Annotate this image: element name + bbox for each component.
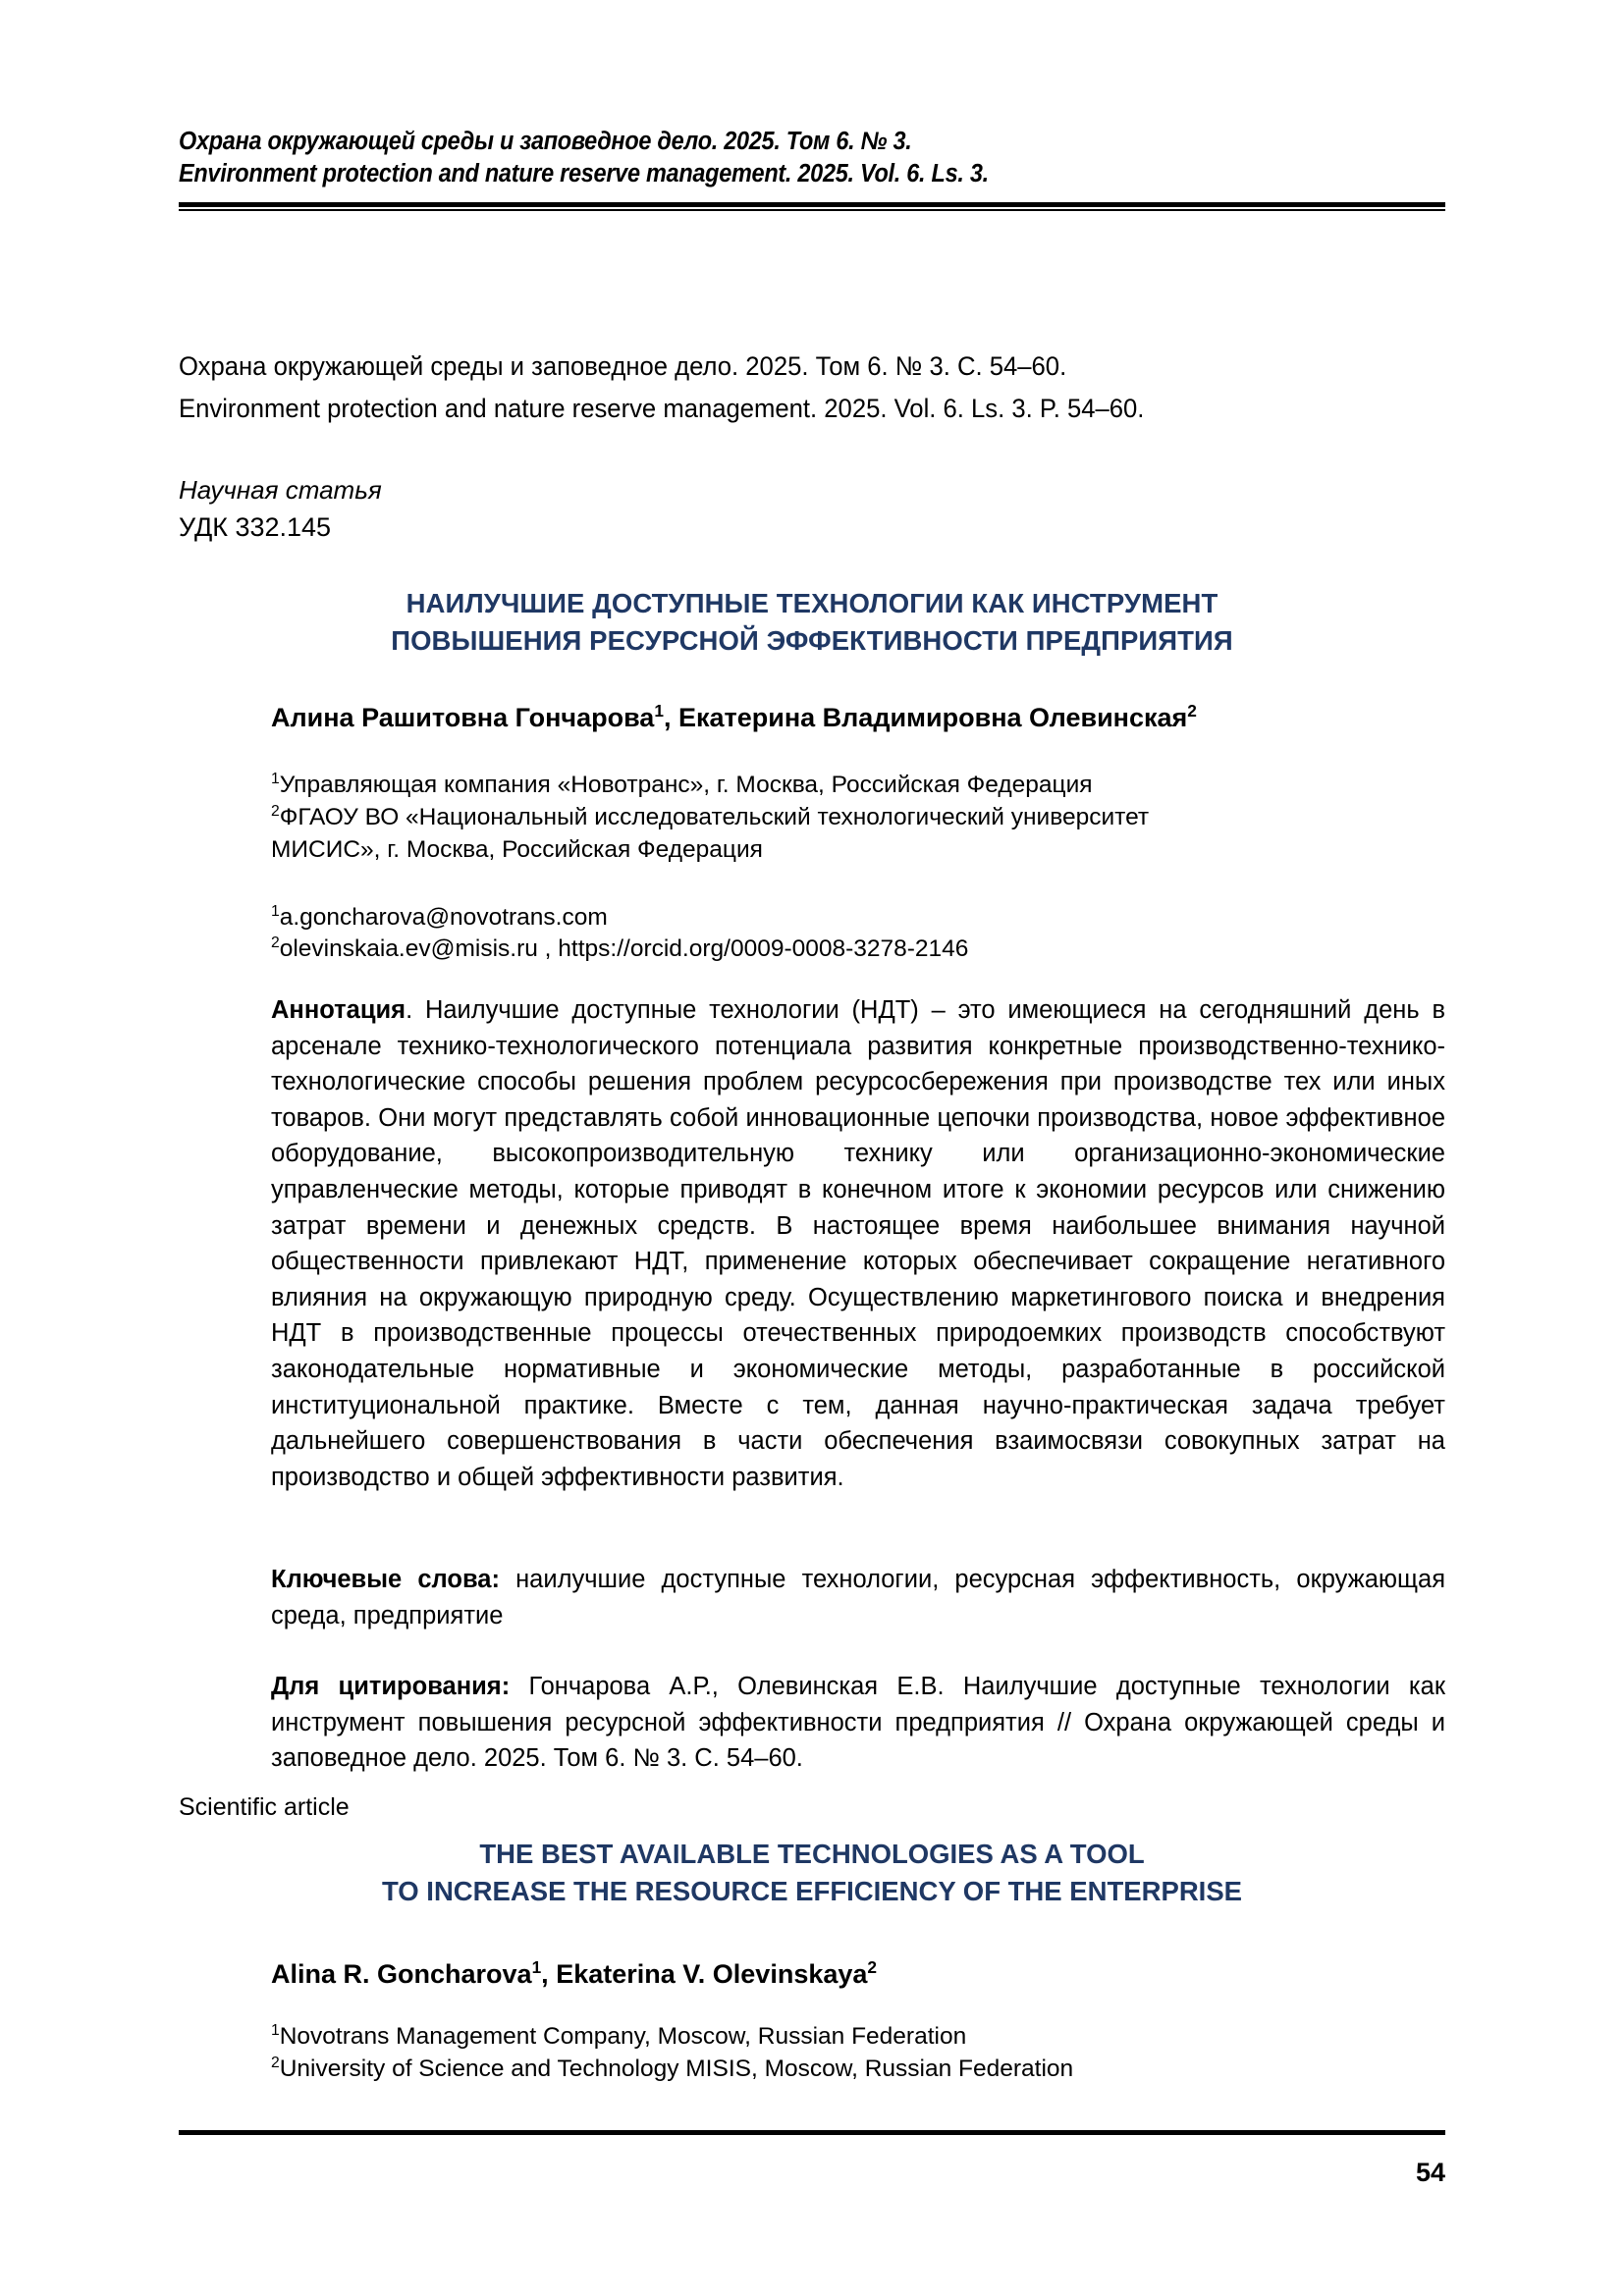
authors-ru-separator: , [663,703,678,732]
affiliation-en-2-text: University of Science and Technology MISIS, Moscow, Russian Federation [279,2056,1074,2082]
author-en-2-name: Ekaterina V. Olevinskaya [556,1959,868,1989]
citation-label: Для цитирования: [271,1673,511,1700]
affiliations-ru [271,769,1445,866]
affiliation-ru-2-line1 [271,801,1445,833]
contact-1-mark: 1 [271,902,280,920]
abstract-ru [271,992,1445,1495]
running-head [179,126,1445,190]
running-head-line-en: Environment protection and nature reserve management. 2025. Vol. 6. Ls. 3. [179,160,989,187]
author-en-1-name: Alina R. Goncharova [271,1959,532,1989]
journal-reference [179,346,1455,430]
journal-reference-en: Environment protection and nature reserve management. 2025. Vol. 6. Ls. 3. P. 54–60. [179,394,1145,423]
abstract-label: Аннотация [271,996,406,1024]
affiliation-ru-2-mark: 2 [271,802,280,820]
running-head-line-ru: Охрана окружающей среды и заповедное дело. 2025. Том 6. № 3. [179,128,912,155]
header-rule-thick [179,202,1445,207]
citation-ru [271,1669,1445,1777]
page-title-ru-line2: ПОВЫШЕНИЯ РЕСУРСНОЙ ЭФФЕКТИВНОСТИ ПРЕДПРИЯТИЯ [391,625,1233,656]
page-title-en-line2: TO INCREASE THE RESOURCE EFFICIENCY OF THE ENTERPRISE [381,1876,1243,1906]
authors-ru [271,700,1449,735]
author-ru-1-name: Алина Рашитовна Гончарова [271,703,655,732]
header-rule-thin [179,209,1445,211]
affiliation-ru-2-text-line1: ФГАОУ ВО «Национальный исследовательский технологический университет [279,804,1150,830]
article-type-en: Scientific article [179,1793,350,1821]
affiliation-ru-1-text: Управляющая компания «Новотранс», г. Москва, Российская Федерация [279,772,1093,798]
page-title-en-line1: THE BEST AVAILABLE TECHNOLOGIES AS A TOOL [479,1839,1145,1869]
author-en-1-mark: 1 [531,1957,542,1977]
abstract-label-suffix: . [406,996,425,1024]
keywords-text: наилучшие доступные технологии, ресурсная эффективность, окружающая среда, предприятие [271,1566,1445,1629]
page-title-ru [179,585,1445,660]
footer-rule [179,2130,1445,2135]
article-type-ru: Научная статья [179,475,382,505]
journal-reference-ru: Охрана окружающей среды и заповедное дело. 2025. Том 6. № 3. С. 54–60. [179,351,1067,381]
affiliation-ru-2-line2: МИСИС», г. Москва, Российская Федерация [271,836,763,863]
affiliation-en-2-mark: 2 [271,2054,280,2071]
author-ru-2-name: Екатерина Владимировна Олевинская [677,703,1188,732]
contact-1 [271,902,1445,934]
contact-1-email[interactable]: a.goncharova@novotrans.com [279,904,608,931]
affiliation-en-1 [271,2020,1445,2053]
affiliation-en-1-text: Novotrans Management Company, Moscow, Russian Federation [279,2023,967,2050]
citation-text: Гончарова А.Р., Олевинская Е.В. Наилучшие доступные технологии как инструмент повышения ресурсной эффективности предприятия // Охрана окружающей среды и заповедное дело. 2025. Том 6. № 3. С. 54–60. [271,1673,1445,1773]
authors-en-separator: , [541,1959,557,1989]
keywords-label: Ключевые слова: [271,1566,500,1593]
affiliation-ru-1-mark: 1 [271,770,280,787]
contact-2 [271,934,1445,965]
author-ru-1-mark: 1 [654,701,664,721]
page-title-en [179,1836,1445,1910]
keywords-ru [271,1562,1445,1633]
page-number: 54 [1415,2158,1445,2187]
author-ru-2-mark: 2 [1187,701,1197,721]
page-title-ru-line1: НАИЛУЧШИЕ ДОСТУПНЫЕ ТЕХНОЛОГИИ КАК ИНСТРУМЕНТ [406,588,1218,618]
udc-code: УДК 332.145 [179,512,332,542]
affiliation-en-1-mark: 1 [271,2021,280,2039]
affiliations-en [271,2020,1445,2085]
author-contacts [271,902,1445,965]
author-en-2-mark: 2 [867,1957,878,1977]
contact-2-email-orcid[interactable]: olevinskaia.ev@misis.ru , https://orcid.org/0009-0008-3278-2146 [279,935,969,962]
contact-2-mark: 2 [271,934,280,951]
authors-en [271,1956,1449,1992]
abstract-text: Наилучшие доступные технологии (НДТ) – это имеющиеся на сегодняшний день в арсенале технико-технологического потенциала развития конкретные производственно-технико-технологические способы решения проблем ресурсосбережения при производстве тех или иных товаров. Они могут представлять собой инновационные цепочки производства, новое эффективное оборудование, высокопроизводительную технику или организационно-экономические управленческие методы, которые приводят в конечном итоге к экономии ресурсов или снижению затрат времени и денежных средств. В настоящее время наибольшее внимания научной общественности привлекают НДТ, применение которых обеспечивает сокращение негативного влияния на окружающую природную среду. Осуществлению маркетингового поиска и внедрения НДТ в производственные процессы отечественных природоемких производств способствуют законодательные нормативные и экономические методы, разработанные в российской институциональной практике. Вместе с тем, данная научно-практическая задача требует дальнейшего совершенствования в части обеспечения взаимосвязи совокупных затрат на производство и общей эффективности развития. [271,996,1445,1491]
affiliation-ru-1 [271,769,1445,801]
affiliation-en-2 [271,2053,1445,2085]
